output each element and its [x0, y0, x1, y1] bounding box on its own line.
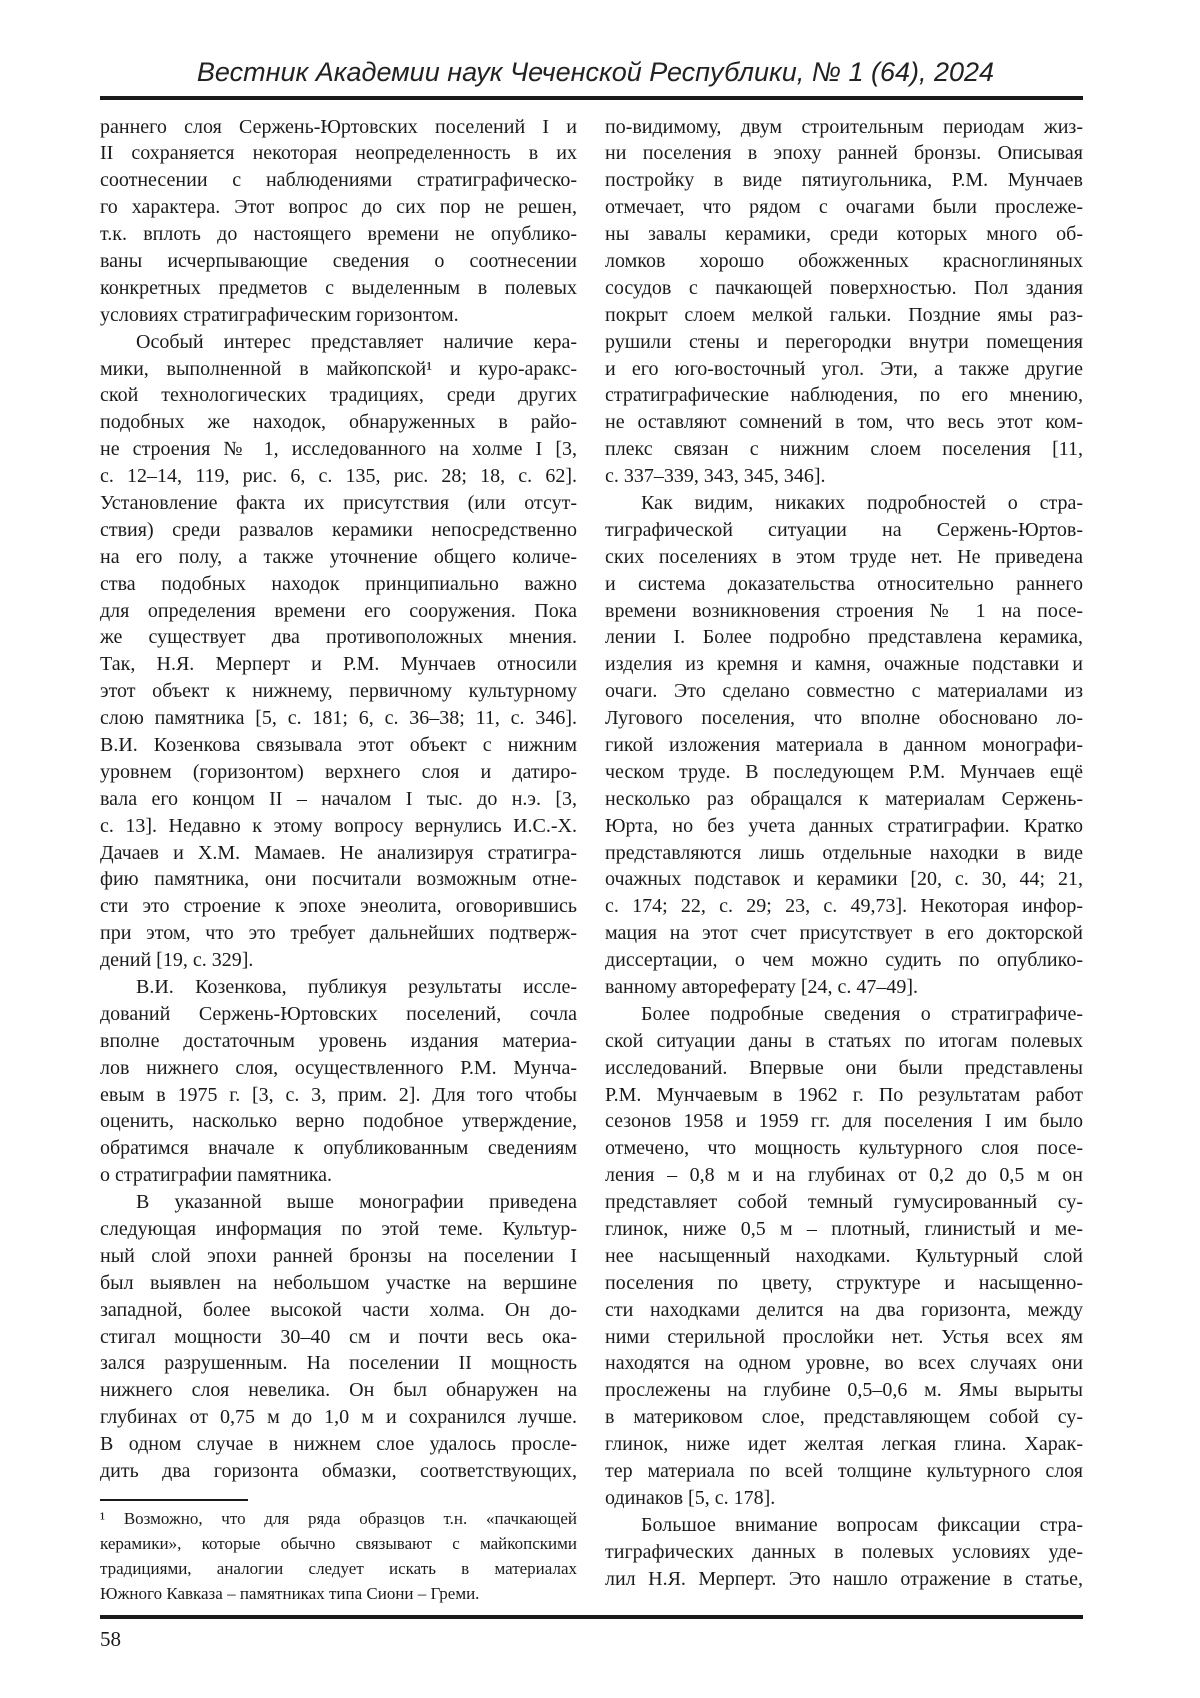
text-line: с. 337–339, 343, 345, 346]. [605, 463, 1083, 490]
text-line: В одном случае в нижнем слое удалось просле- [100, 1431, 577, 1458]
text-line: плекс связан с нижним слоем поселения [11, [605, 436, 1083, 463]
footnote-line: традициями, аналогии следует искать в материалах [100, 1556, 577, 1581]
text-line: не строения № 1, исследованного на холме I [3, [100, 436, 577, 463]
text-line: Большое внимание вопросам фиксации стра- [605, 1512, 1083, 1539]
text-line: ления – 0,8 м и на глубинах от 0,2 до 0,5 м он [605, 1162, 1083, 1189]
text-line: уровнем (горизонтом) верхнего слоя и датиро- [100, 759, 577, 786]
text-line: в материковом слое, представляющем собой су- [605, 1404, 1083, 1431]
text-line: по-видимому, двум строительным периодам жиз- [605, 114, 1083, 141]
text-line: ломков хорошо обожженных красноглиняных [605, 248, 1083, 275]
text-line: на его полу, а также уточнение общего количе- [100, 544, 577, 571]
text-line: ства подобных находок принципиально важно [100, 571, 577, 598]
text-line: В указанной выше монографии приведена [100, 1189, 577, 1216]
text-line: лении I. Более подробно представлена керамика, [605, 624, 1083, 651]
text-line: Особый интерес представляет наличие кера- [100, 329, 577, 356]
text-line: вала его концом II – началом I тыс. до н.э. [3, [100, 786, 577, 813]
footnote-line: ¹ Возможно, что для ряда образцов т.н. «пачкающей [100, 1506, 577, 1531]
text-line: дить два горизонта обмазки, соответствующих, [100, 1458, 577, 1485]
text-line: Более подробные сведения о стратиграфиче- [605, 1001, 1083, 1028]
text-line: ванному автореферату [24, с. 47–49]. [605, 974, 1083, 1001]
text-line: отмечает, что рядом с очагами были прослеже- [605, 194, 1083, 221]
text-line: мики, выполненной в майкопской¹ и куро-аракс- [100, 356, 577, 383]
text-line: II сохраняется некоторая неопределенность в их [100, 140, 577, 167]
text-line: ваны исчерпывающие сведения о соотнесении [100, 248, 577, 275]
text-line: же существует два противоположных мнения. [100, 624, 577, 651]
text-line: исследований. Впервые они были представлены [605, 1055, 1083, 1082]
text-line: изделия из кремня и камня, очажные подставки и [605, 651, 1083, 678]
paragraph [605, 1512, 1083, 1593]
text-line: ской ситуации даны в статьях по итогам полевых [605, 1028, 1083, 1055]
text-line: ни поселения в эпоху ранней бронзы. Описывая [605, 140, 1083, 167]
paragraph [100, 329, 577, 974]
text-line: отмечено, что мощность культурного слоя посе- [605, 1135, 1083, 1162]
text-line: глинок, ниже 0,5 м – плотный, глинистый и ме- [605, 1216, 1083, 1243]
text-line: соотнесении с наблюдениями стратиграфическо- [100, 167, 577, 194]
text-line: времени возникновения строения № 1 на посе- [605, 598, 1083, 625]
text-line: раннего слоя Сержень-Юртовских поселений I и [100, 114, 577, 141]
text-line: го характера. Этот вопрос до сих пор не решен, [100, 194, 577, 221]
footnote-line: Южного Кавказа – памятниках типа Сиони – Греми. [100, 1581, 577, 1606]
text-line: глубинах от 0,75 м до 1,0 м и сохранился лучше. [100, 1404, 577, 1431]
paragraph [605, 490, 1083, 1001]
text-column-left [100, 114, 577, 1485]
text-line: вполне достаточным уровень издания материа- [100, 1028, 577, 1055]
paragraph [605, 1001, 1083, 1512]
text-line: сезонов 1958 и 1959 гг. для поселения I им было [605, 1108, 1083, 1135]
text-line: нижнего слоя невелика. Он был обнаружен на [100, 1377, 577, 1404]
text-line: этот объект к нижнему, первичному культурному [100, 678, 577, 705]
text-line: Р.М. Мунчаевым в 1962 г. По результатам работ [605, 1082, 1083, 1109]
text-line: стигал мощности 30–40 см и почти весь ока- [100, 1324, 577, 1351]
text-line: ской технологических традициях, среди других [100, 382, 577, 409]
text-line: евым в 1975 г. [3, с. 3, прим. 2]. Для того чтобы [100, 1082, 577, 1109]
text-line: ческом труде. В последующем Р.М. Мунчаев ещё [605, 759, 1083, 786]
text-line: т.к. вплоть до настоящего времени не опублико- [100, 221, 577, 248]
text-column-right [605, 114, 1083, 1593]
journal-running-header: Вестник Академии наук Чеченской Республики, № 1 (64), 2024 [100, 54, 1083, 90]
text-line: Как видим, никаких подробностей о стра- [605, 490, 1083, 517]
text-line: при этом, что это требует дальнейших подтверж- [100, 920, 577, 947]
text-line: сосудов с пачкающей поверхностью. Пол здания [605, 275, 1083, 302]
text-line: западной, более высокой части холма. Он до- [100, 1297, 577, 1324]
text-line: рушили стены и перегородки внутри помещения [605, 329, 1083, 356]
footnote-separator [100, 1499, 248, 1501]
paragraph [100, 974, 577, 1189]
text-line: ними стерильной прослойки нет. Устья всех ям [605, 1324, 1083, 1351]
text-line: очажных подставок и керамики [20, с. 30, 44; 21, [605, 866, 1083, 893]
text-line: лов нижнего слоя, осуществленного Р.М. Мунча- [100, 1055, 577, 1082]
text-line: следующая информация по этой теме. Культур- [100, 1216, 577, 1243]
text-line: находятся на одном уровне, во всех случаях они [605, 1350, 1083, 1377]
text-line: дований Сержень-Юртовских поселений, сочла [100, 1001, 577, 1028]
text-line: фию памятника, они посчитали возможным отне- [100, 866, 577, 893]
text-line: о стратиграфии памятника. [100, 1162, 577, 1189]
text-line: Установление факта их присутствия (или отсут- [100, 490, 577, 517]
text-line: диссертации, о чем можно судить по опублико- [605, 947, 1083, 974]
text-line: мация на этот счет присутствует в его докторской [605, 920, 1083, 947]
text-line: тер материала по всей толщине культурного слоя [605, 1458, 1083, 1485]
paragraph [605, 114, 1083, 490]
text-line: дений [19, с. 329]. [100, 947, 577, 974]
text-line: конкретных предметов с выделенным в полевых [100, 275, 577, 302]
text-line: сти это строение к эпохе энеолита, оговорившись [100, 893, 577, 920]
text-line: тиграфической ситуации на Сержень-Юртов- [605, 517, 1083, 544]
text-line: подобных же находок, обнаруженных в райо- [100, 409, 577, 436]
footnote-line: керамики», которые обычно связывают с майкопскими [100, 1531, 577, 1556]
text-line: ный слой эпохи ранней бронзы на поселении I [100, 1243, 577, 1270]
paragraph [100, 1189, 577, 1485]
text-line: обратимся вначале к опубликованным сведениям [100, 1135, 577, 1162]
text-line: ны завалы керамики, среди которых много об- [605, 221, 1083, 248]
text-line: с. 174; 22, с. 29; 23, с. 49,73]. Некоторая инфор- [605, 893, 1083, 920]
text-line: очаги. Это сделано совместно с материалами из [605, 678, 1083, 705]
text-line: оценить, насколько верно подобное утверждение, [100, 1108, 577, 1135]
text-line: и система доказательства относительно раннего [605, 571, 1083, 598]
text-line: сти находками делится на два горизонта, между [605, 1297, 1083, 1324]
text-line: ских поселениях в этом труде нет. Не приведена [605, 544, 1083, 571]
text-line: несколько раз обращался к материалам Сержень- [605, 786, 1083, 813]
text-line: лил Н.Я. Мерперт. Это нашло отражение в статье, [605, 1566, 1083, 1593]
text-line: зался разрушенным. На поселении II мощность [100, 1350, 577, 1377]
text-line: глинок, ниже идет желтая легкая глина. Харак- [605, 1431, 1083, 1458]
footer-rule [100, 1615, 1083, 1619]
paragraph [100, 114, 577, 329]
text-line: представляются лишь отдельные находки в виде [605, 840, 1083, 867]
text-line: Юрта, но без учета данных стратиграфии. Кратко [605, 813, 1083, 840]
text-line: одинаков [5, с. 178]. [605, 1485, 1083, 1512]
text-line: представляет собой темный гумусированный су- [605, 1189, 1083, 1216]
text-line: поселения по цвету, структуре и насыщенно- [605, 1270, 1083, 1297]
header-rule [100, 96, 1083, 100]
text-line: Дачаев и Х.М. Мамаев. Не анализируя стратигра- [100, 840, 577, 867]
text-line: условиях стратиграфическим горизонтом. [100, 302, 577, 329]
text-line: стратиграфические наблюдения, по его мнению, [605, 382, 1083, 409]
text-line: В.И. Козенкова связывала этот объект с нижним [100, 732, 577, 759]
text-line: не оставляют сомнений в том, что весь этот ком- [605, 409, 1083, 436]
text-line: с. 12–14, 119, рис. 6, с. 135, рис. 28; 18, с. 62]. [100, 463, 577, 490]
footnote [100, 1506, 577, 1606]
text-line: Так, Н.Я. Мерперт и Р.М. Мунчаев относили [100, 651, 577, 678]
text-line: прослежены на глубине 0,5–0,6 м. Ямы вырыты [605, 1377, 1083, 1404]
text-line: тиграфических данных в полевых условиях уде- [605, 1539, 1083, 1566]
text-line: слою памятника [5, с. 181; 6, с. 36–38; 11, с. 346]. [100, 705, 577, 732]
text-line: гикой изложения материала в данном монографи- [605, 732, 1083, 759]
text-line: и его юго-восточный угол. Эти, а также другие [605, 356, 1083, 383]
text-line: Лугового поселения, что вполне обосновано ло- [605, 705, 1083, 732]
text-line: покрыт слоем мелкой гальки. Поздние ямы раз- [605, 302, 1083, 329]
text-line: был выявлен на небольшом участке на вершине [100, 1270, 577, 1297]
text-line: с. 13]. Недавно к этому вопросу вернулись И.С.-Х. [100, 813, 577, 840]
text-line: ствия) среди развалов керамики непосредственно [100, 517, 577, 544]
page-number: 58 [100, 1626, 121, 1652]
text-line: нее насыщенный находками. Культурный слой [605, 1243, 1083, 1270]
text-line: для определения времени его сооружения. Пока [100, 598, 577, 625]
text-line: В.И. Козенкова, публикуя результаты иссле- [100, 974, 577, 1001]
text-line: постройку в виде пятиугольника, Р.М. Мунчаев [605, 167, 1083, 194]
